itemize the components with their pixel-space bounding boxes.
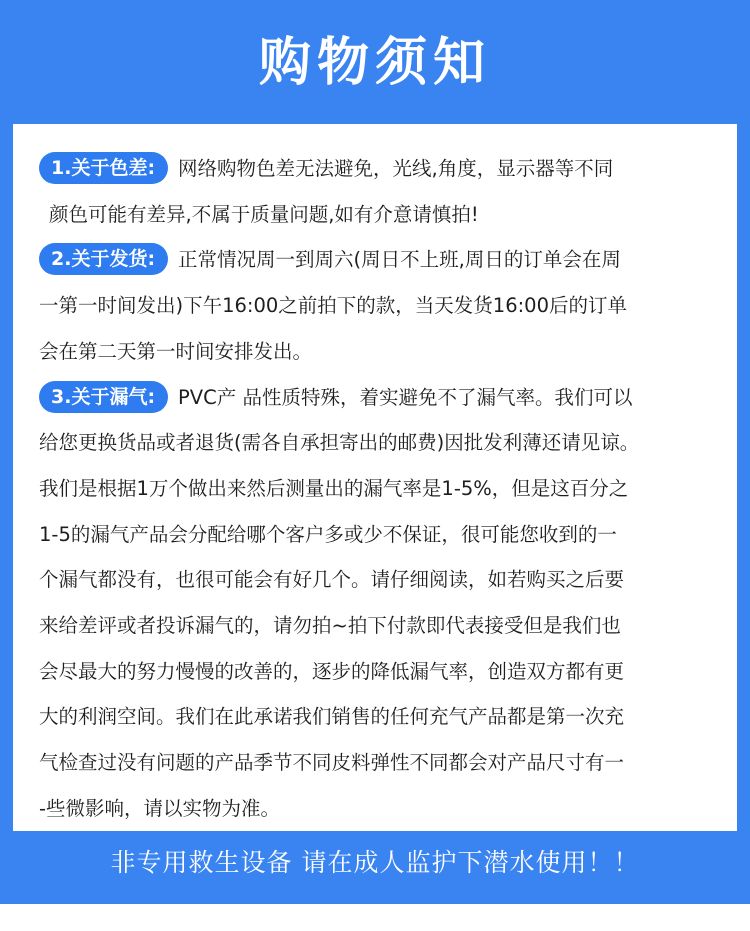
section-line: -些微影响，请以实物为准。 xyxy=(39,796,281,820)
section-line: 给您更换货品或者退货(需各自承担寄出的邮费)因批发利薄还请见谅。 xyxy=(39,431,640,455)
section-line: 会在第二天第一时间安排发出。 xyxy=(39,339,313,363)
section-label: 2.关于发货: xyxy=(39,243,168,275)
notice-content xyxy=(39,146,719,832)
section-line: 个漏气都没有，也很可能会有好几个。请仔细阅读，如若购买之后要 xyxy=(39,568,625,592)
section-color-difference xyxy=(39,146,719,237)
section-line: 我们是根据1万个做出来然后测量出的漏气率是1-5%，但是这百分之 xyxy=(39,476,629,500)
section-text: 网络购物色差无法避免，光线,角度，显示器等不同 xyxy=(178,157,614,180)
section-shipping xyxy=(39,237,719,374)
section-line: 1-5的漏气产品会分配给哪个客户多或少不保证，很可能您收到的一 xyxy=(39,522,617,546)
section-text: 正常情况周一到周六(周日不上班,周日的订单会在周 xyxy=(178,248,621,272)
section-air-leak xyxy=(39,375,719,832)
notice-card xyxy=(13,124,737,831)
section-line: 气检查过没有问题的产品季节不同皮料弹性不同都会对产品尺寸有一 xyxy=(39,751,625,775)
section-text: PVC产 品性质特殊，着实避免不了漏气率。我们可以 xyxy=(178,385,633,409)
section-line: 一第一时间发出)下午16:00之前拍下的款，当天发货16:00后的订单 xyxy=(39,294,627,318)
section-line xyxy=(39,375,719,421)
section-line: 颜色可能有差异,不属于质量问题,如有介意请慎拍! xyxy=(49,202,479,226)
section-line: 来给差评或者投诉漏气的，请勿拍~拍下付款即代表接受但是我们也 xyxy=(39,614,621,638)
section-line xyxy=(39,146,719,192)
section-line xyxy=(39,237,719,283)
safety-warning: 非专用救生设备 请在成人监护下潜水使用！！ xyxy=(110,848,640,877)
section-line: 大的利润空间。我们在此承诺我们销售的任何充气产品都是第一次充 xyxy=(39,705,625,729)
section-label: 1.关于色差: xyxy=(39,152,168,184)
section-label: 3.关于漏气: xyxy=(39,381,168,413)
page-title: 购物须知 xyxy=(258,33,491,93)
section-line: 会尽最大的努力慢慢的改善的，逐步的降低漏气率，创造双方都有更 xyxy=(39,659,625,683)
